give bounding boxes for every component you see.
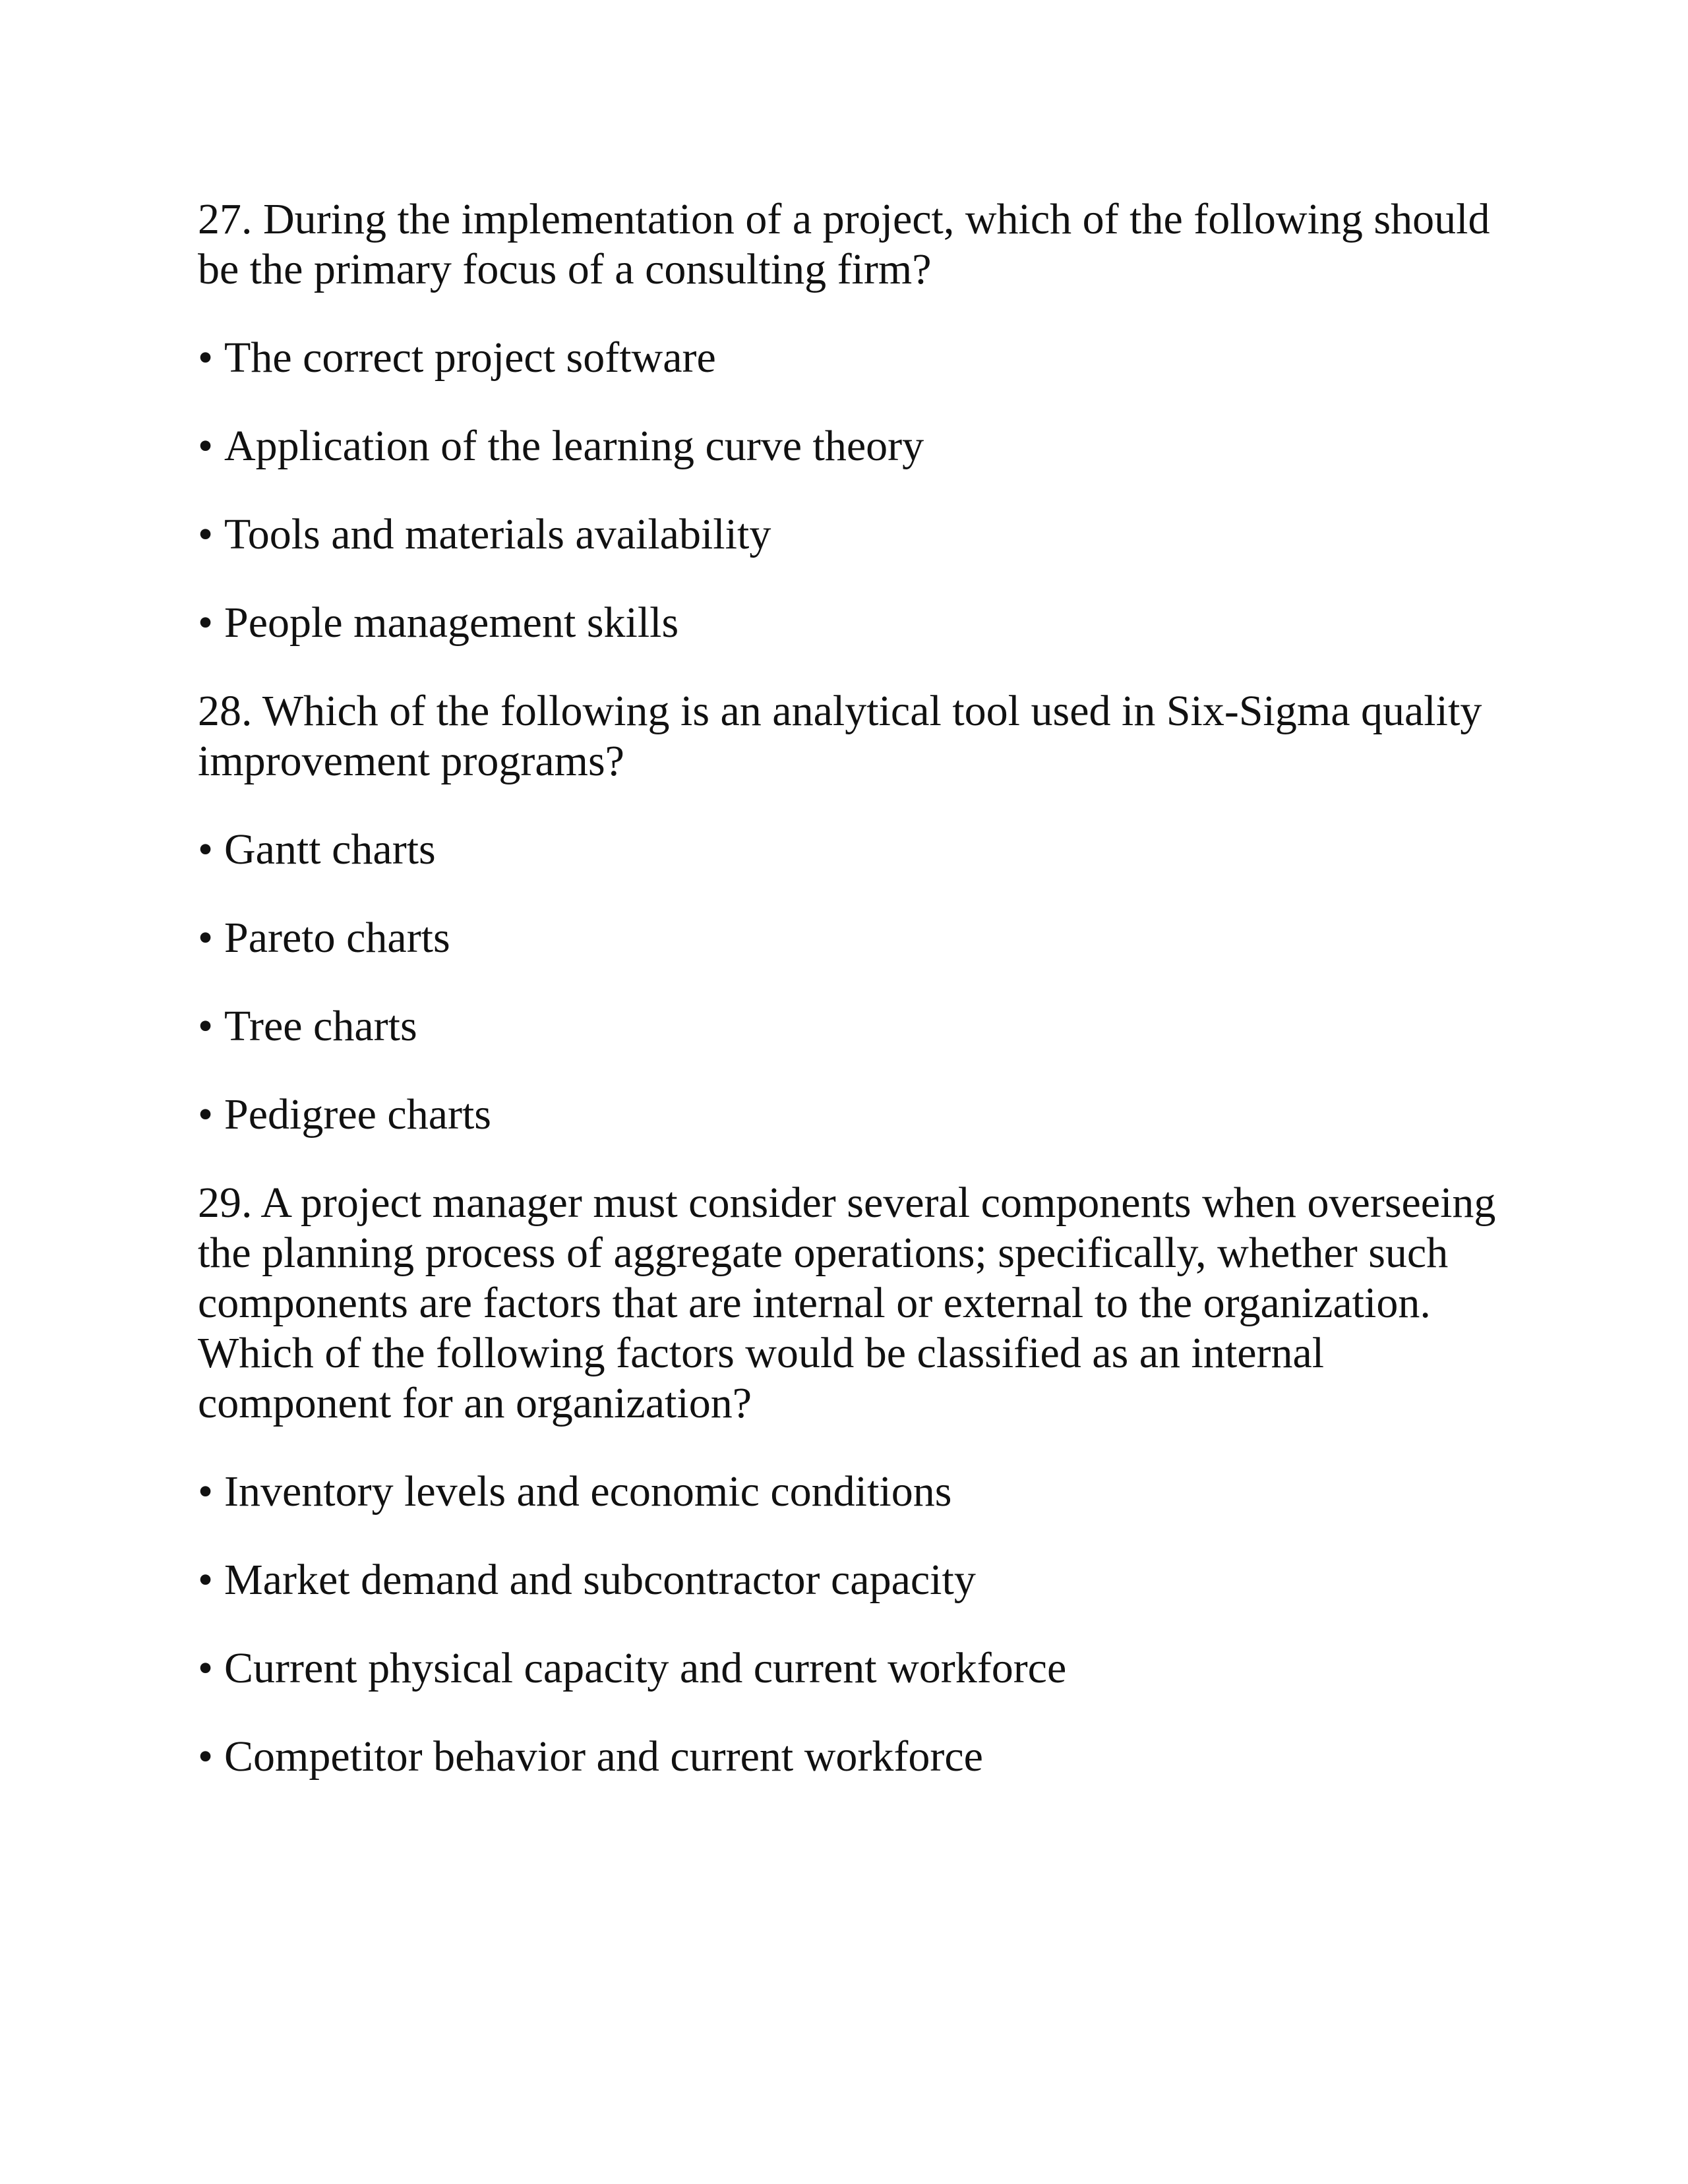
option-item: [198, 825, 1503, 875]
option-item: [198, 913, 1503, 963]
option-item: [198, 421, 1503, 471]
option-item: [198, 1643, 1503, 1694]
bullet-icon: •: [198, 1732, 214, 1781]
option-label: Pareto charts: [224, 914, 450, 962]
bullet-icon: •: [198, 825, 214, 873]
option-item: [198, 1001, 1503, 1051]
option-item: [198, 1090, 1503, 1140]
option-label: People management skills: [224, 599, 679, 647]
bullet-icon: •: [198, 1090, 214, 1138]
option-label: Inventory levels and economic conditions: [224, 1467, 952, 1516]
question-29: [198, 1178, 1503, 1782]
document-page: [198, 194, 1503, 1820]
question-27: [198, 194, 1503, 648]
bullet-icon: •: [198, 422, 214, 470]
option-label: Tools and materials availability: [224, 510, 771, 558]
bullet-icon: •: [198, 599, 214, 647]
bullet-icon: •: [198, 510, 214, 558]
option-label: Pedigree charts: [224, 1090, 491, 1138]
option-item: [198, 1467, 1503, 1517]
question-text: 29. A project manager must consider several components when overseeing the planning process of aggregate operations; specifically, whether such components are factors that are internal or external to the organization. Which of the following factors would be classified as an internal component for an organization?: [198, 1179, 1496, 1427]
option-label: Current physical capacity and current workforce: [224, 1644, 1067, 1692]
bullet-icon: •: [198, 914, 214, 962]
option-item: [198, 510, 1503, 560]
option-label: Market demand and subcontractor capacity: [224, 1556, 976, 1604]
option-label: Competitor behavior and current workforce: [224, 1732, 983, 1781]
option-label: Gantt charts: [224, 825, 436, 873]
question-28: [198, 686, 1503, 1140]
option-label: The correct project software: [224, 334, 716, 382]
question-text: 27. During the implementation of a project, which of the following should be the primary focus of a consulting firm?: [198, 195, 1490, 293]
option-item: [198, 1555, 1503, 1605]
option-list: [198, 333, 1503, 648]
option-item: [198, 1732, 1503, 1782]
bullet-icon: •: [198, 1556, 214, 1604]
option-list: [198, 825, 1503, 1140]
option-label: Tree charts: [224, 1002, 417, 1050]
option-item: [198, 598, 1503, 648]
option-item: [198, 333, 1503, 383]
question-text: 28. Which of the following is an analytical tool used in Six-Sigma quality improvement programs?: [198, 687, 1482, 785]
option-list: [198, 1467, 1503, 1782]
bullet-icon: •: [198, 1002, 214, 1050]
bullet-icon: •: [198, 334, 214, 382]
bullet-icon: •: [198, 1644, 214, 1692]
bullet-icon: •: [198, 1467, 214, 1516]
option-label: Application of the learning curve theory: [224, 422, 924, 470]
